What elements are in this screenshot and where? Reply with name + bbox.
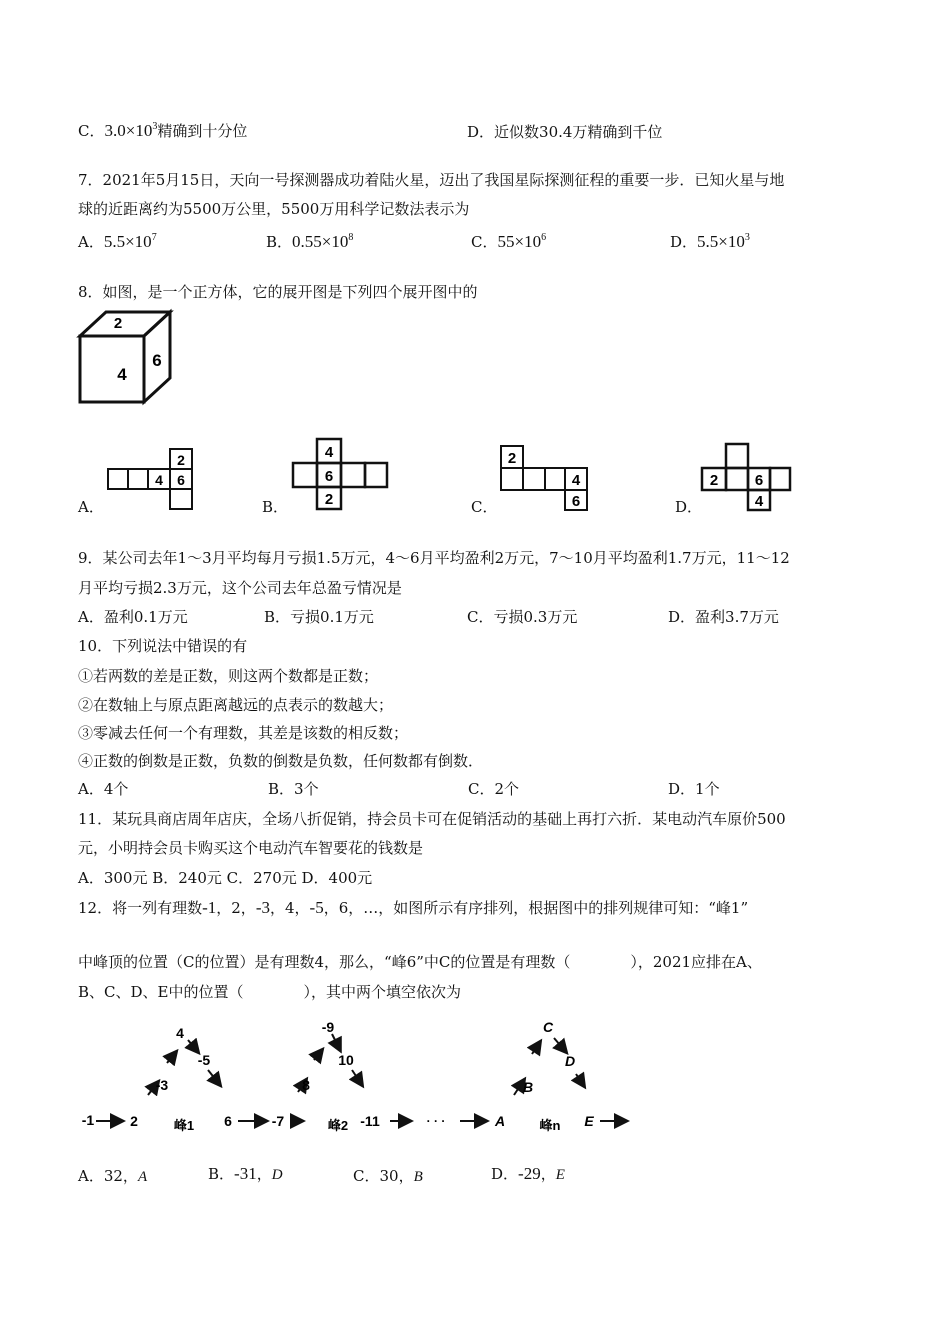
q6-option-c[interactable]: C．$3.0\times 10^3$精确到十分位 (78, 121, 248, 140)
q7-option-b[interactable]: B．$0.55\times 10^8$ (266, 232, 354, 251)
q10-option-a[interactable]: A．4个 (78, 780, 129, 798)
cube-right-face: 6 (152, 351, 162, 370)
net-d-cell: 4 (754, 493, 764, 510)
q9-option-b[interactable]: B．亏损0.1万元 (264, 608, 374, 626)
net-c-cell: 6 (571, 493, 581, 510)
diagram-number: -5 (197, 1052, 211, 1068)
q11-stem-line1: 11．某玩具商店周年店庆，全场八折促销，持会员卡可在促销活动的基础上再打六折．某电动汽车原价500 (78, 810, 786, 828)
diagram-number: 6 (224, 1113, 232, 1129)
q8-option-d-label[interactable]: D． (675, 498, 703, 516)
q11-stem-line2: 元，小明持会员卡购买这个电动汽车智要花的钱数是 (78, 839, 424, 857)
cube-front-face: 4 (117, 365, 127, 384)
peak-label: 峰2 (327, 1118, 349, 1133)
q12-stem-line1: 12．将一列有理数-1，2，-3，4，-5，6，…，如图所示有序排列，根据图中的排列规律可知：“峰1” (78, 898, 749, 917)
diagram-number: 4 (176, 1025, 184, 1041)
q10-option-b[interactable]: B．3个 (268, 780, 319, 798)
net-a-cell: 6 (177, 472, 185, 488)
net-b-cell: 4 (324, 444, 334, 461)
sci-notation: $3.0\times 10^3$ (104, 121, 158, 140)
q8-stem: 8．如图，是一个正方体，它的展开图是下列四个展开图中的 (78, 283, 478, 301)
diagram-number: -3 (155, 1077, 169, 1093)
q6-option-d[interactable]: D．近似数30.4万精确到千位 (467, 123, 663, 141)
net-c[interactable] (499, 444, 591, 514)
diagram-letter: B (522, 1079, 534, 1095)
q8-option-a-label[interactable]: A． (78, 498, 104, 516)
diagram-letter: C (542, 1019, 554, 1035)
q12-option-c[interactable]: C．30，B (353, 1167, 423, 1185)
diagram-number: 10 (338, 1052, 354, 1068)
diagram-letter: A (494, 1113, 506, 1129)
net-d-cell: 6 (754, 472, 764, 489)
q9-option-d[interactable]: D．盈利3.7万元 (668, 608, 779, 626)
q10-stem: 10．下列说法中错误的有 (78, 637, 248, 655)
q12-option-b[interactable]: B．-31，D (208, 1164, 283, 1183)
diagram-number: -7 (271, 1113, 285, 1129)
net-c-cell: 4 (571, 472, 581, 489)
net-a-cell: 2 (177, 452, 185, 468)
net-a[interactable] (106, 447, 196, 513)
diagram-letter: E (584, 1113, 594, 1129)
q7-option-a[interactable]: A．$5.5\times 10^7$ (78, 232, 157, 251)
net-a-cell: 4 (155, 472, 163, 488)
net-b[interactable] (291, 437, 391, 511)
q10-item: ①若两数的差是正数，则这两个数都是正数； (78, 667, 379, 685)
diagram-letter: D (564, 1053, 576, 1069)
diagram-dots: · · · (426, 1114, 446, 1128)
net-b-cell: 6 (324, 468, 334, 485)
q9-stem-line1: 9．某公司去年1～3月平均每月亏损1.5万元，4～6月平均盈利2万元，7～10月平均盈利1.7万元，11～12 (78, 549, 790, 567)
q12-option-a[interactable]: A．32，A (78, 1167, 148, 1185)
diagram-number: -1 (81, 1112, 95, 1128)
q7-option-d[interactable]: D．$5.5\times 10^3$ (670, 232, 750, 251)
q7-stem-line1: 7．2021年5月15日，天向一号探测器成功着陆火星，迈出了我国星际探测征程的重要一步．已知火星与地 (78, 171, 785, 189)
q7-option-c[interactable]: C．$55\times 10^6$ (471, 232, 547, 251)
q12-option-d[interactable]: D．-29，E (491, 1164, 565, 1183)
cube-top-face: 2 (113, 315, 123, 332)
peak-label: 峰n (539, 1118, 561, 1133)
diagram-number: 2 (130, 1113, 138, 1129)
q12-stem-line3: B、C、D、E中的位置（ ），其中两个填空依次为 (78, 983, 461, 1001)
diagram-number: 8 (302, 1077, 310, 1093)
peak-diagram (70, 1010, 650, 1140)
q7-stem-line2: 球的近距离约为5500万公里，5500万用科学记数法表示为 (78, 200, 470, 218)
diagram-number: -11 (360, 1113, 380, 1129)
q10-item: ④正数的倒数是正数，负数的倒数是负数，任何数都有倒数． (78, 752, 484, 770)
diagram-number: -9 (321, 1019, 335, 1035)
q9-stem-line2: 月平均亏损2.3万元，这个公司去年总盈亏情况是 (78, 579, 402, 597)
net-d-cell: 2 (709, 472, 719, 489)
q9-option-a[interactable]: A．盈利0.1万元 (78, 608, 188, 626)
cube-figure (74, 306, 178, 408)
q10-option-c[interactable]: C．2个 (468, 780, 520, 798)
q9-option-c[interactable]: C．亏损0.3万元 (467, 608, 578, 626)
q8-option-b-label[interactable]: B． (262, 498, 289, 516)
peak-label: 峰1 (173, 1118, 195, 1133)
q8-option-c-label[interactable]: C． (471, 498, 498, 516)
net-d[interactable] (700, 442, 794, 514)
q12-stem-line2: 中峰顶的位置（C的位置）是有理数4，那么，“峰6”中C的位置是有理数（ ），2021应排在A、 (78, 953, 762, 971)
q11-options[interactable]: A．300元 B．240元 C．270元 D．400元 (78, 869, 373, 887)
net-b-cell: 2 (324, 491, 334, 508)
net-c-cell: 2 (507, 450, 517, 467)
q10-item: ②在数轴上与原点距离越远的点表示的数越大； (78, 696, 394, 714)
q10-item: ③零减去任何一个有理数，其差是该数的相反数； (78, 724, 409, 742)
q10-option-d[interactable]: D．1个 (668, 780, 720, 798)
